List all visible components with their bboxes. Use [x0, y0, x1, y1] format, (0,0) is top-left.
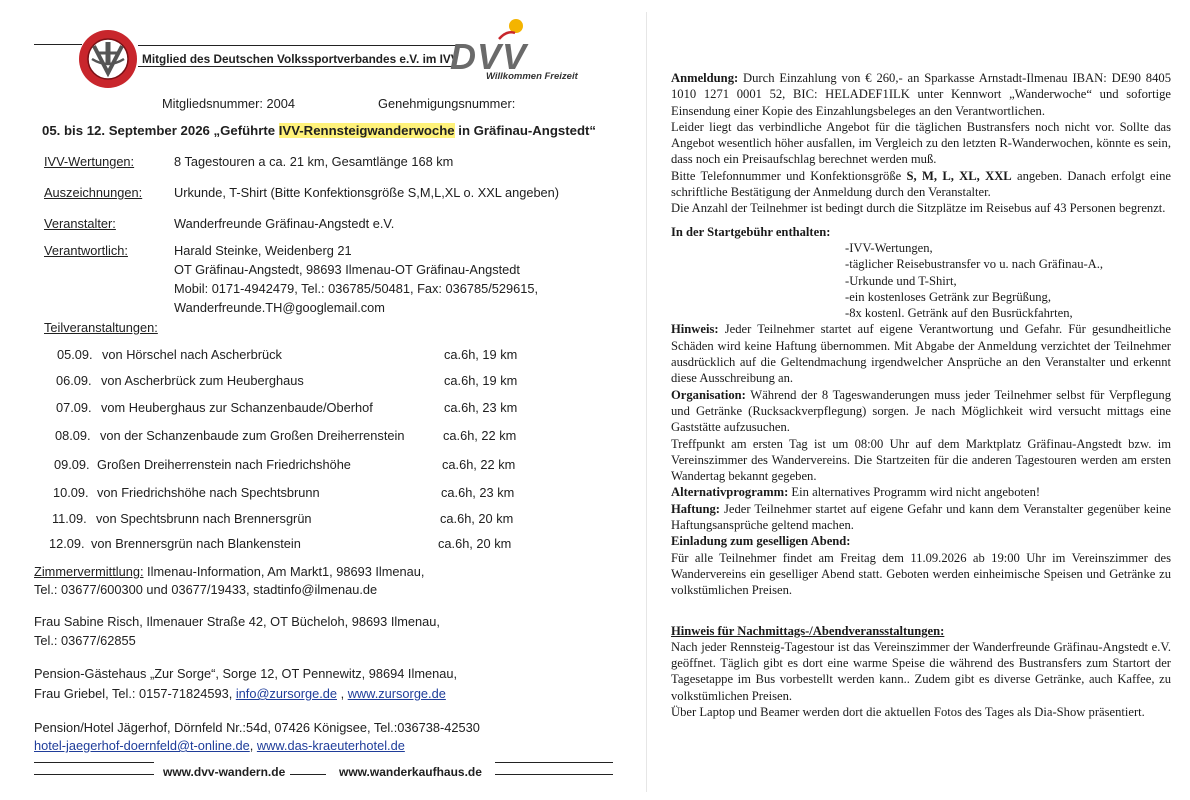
organizer-label: Veranstalter:: [44, 216, 116, 231]
stage-info: ca.6h, 19 km: [444, 373, 518, 388]
pension-separator: ,: [337, 686, 348, 701]
stage-route: Großen Dreiherrenstein nach Friedrichshöhe: [97, 457, 351, 472]
footer-link-shop[interactable]: www.wanderkaufhaus.de: [339, 765, 482, 779]
pension-web-link[interactable]: www.zursorge.de: [347, 686, 446, 701]
pension-contact: Frau Griebel, Tel.: 0157-71824593,: [34, 686, 236, 701]
pension-line-1: Pension-Gästehaus „Zur Sorge“, Sorge 12, OT Pennewitz, 98694 Ilmenau,: [34, 666, 458, 681]
organisation-paragraph: [671, 387, 1171, 436]
pension-email-link[interactable]: info@zursorge.de: [235, 686, 338, 701]
stage-date: 08.09.: [55, 428, 91, 443]
hotel-separator: ,: [249, 738, 257, 753]
column-divider: [646, 12, 647, 792]
stage-route: vom Heuberghaus zur Schanzenbaude/Oberhof: [101, 400, 373, 415]
responsible-line: Harald Steinke, Weidenberg 21: [174, 243, 352, 258]
footer-rule: [495, 774, 613, 775]
hinweis-paragraph: [671, 321, 1171, 386]
permit-number: Genehmigungsnummer:: [378, 96, 516, 111]
fee-item: -ein kostenloses Getränk zur Begrüßung,: [845, 289, 1051, 304]
stage-info: ca.6h, 23 km: [441, 485, 515, 500]
size-paragraph: [671, 168, 1171, 201]
stage-date: 09.09.: [54, 457, 90, 472]
rooms-label: Zimmervermittlung:: [34, 564, 144, 579]
member-number: Mitgliedsnummer: 2004: [162, 96, 296, 111]
stage-route: von Ascherbrück zum Heuberghaus: [101, 373, 304, 388]
hotel-line-1: Pension/Hotel Jägerhof, Dörnfeld Nr.:54d, 07426 Königsee, Tel.:036738-42530: [34, 720, 480, 735]
afternoon-paragraph: Nach jeder Rennsteig-Tagestour ist das Vereinszimmer der Wanderfreunde Gräfinau-Angstedt e.V. geöffnet. Täglich gibt es dort eine warme Speise die während des Bustransfers zum Startort der Tagesetappe im Bus vorbestellt werden kann.. Zudem gibt es diverse Getränke, auch Kaffee, zu volkstümlichen Preisen.: [671, 639, 1171, 703]
stage-date: 10.09.: [53, 485, 89, 500]
haftung-label: Haftung:: [671, 501, 720, 516]
header-rule-top: [138, 45, 456, 46]
bus-paragraph: Leider liegt das verbindliche Angebot für die täglichen Bustransfers noch nicht vor. Sollte das Angebot wesentlich höher ausfallen, im Vergleich zu den letzten R-Wanderwochen, könnte es sein, dass noch ein Preisaufschlag berechnet werden muß.: [671, 119, 1171, 167]
fee-item: -IVV-Wertungen,: [845, 240, 933, 255]
responsible-line: OT Gräfinau-Angstedt, 98693 Ilmenau-OT Gräfinau-Angstedt: [174, 262, 520, 277]
haftung-paragraph: [671, 501, 1171, 534]
ivv-logo-icon: [78, 29, 138, 89]
stage-info: ca.6h, 22 km: [442, 457, 516, 472]
size-prefix: Bitte Telefonnummer und Konfektionsgröße: [671, 168, 907, 183]
fee-item: -Urkunde und T-Shirt,: [845, 273, 957, 288]
alternative-text: Ein alternatives Programm wird nicht angeboten!: [788, 485, 1041, 500]
stage-info: ca.6h, 23 km: [444, 400, 518, 415]
risch-line-1: Frau Sabine Risch, Ilmenauer Straße 42, OT Bücheloh, 98693 Ilmenau,: [34, 614, 440, 629]
evening-label: Einladung zum geselligen Abend:: [671, 534, 851, 549]
dvv-logo-text: DVV: [450, 36, 528, 77]
footer-rule: [290, 774, 326, 775]
stage-date: 07.09.: [56, 400, 92, 415]
stage-route: von Spechtsbrunn nach Brennersgrün: [96, 511, 312, 526]
member-line: Mitglied des Deutschen Volkssportverbandes e.V. im IVV: [142, 52, 459, 66]
rooms-line-2: Tel.: 03677/600300 und 03677/19433, stadtinfo@ilmenau.de: [34, 582, 378, 597]
rooms-line-1: [34, 564, 424, 579]
stage-route: von Brennersgrün nach Blankenstein: [91, 536, 301, 551]
fee-item: -täglicher Reisebustransfer vo u. nach Gräfinau-A.,: [845, 257, 1104, 272]
afternoon-label: Hinweis für Nachmittags-/Abendveransstaltungen:: [671, 623, 945, 638]
risch-line-2: Tel.: 03677/62855: [34, 633, 136, 648]
ivv-value: 8 Tagestouren a ca. 21 km, Gesamtlänge 168 km: [174, 154, 454, 169]
awards-value: Urkunde, T-Shirt (Bitte Konfektionsgröße S,M,L,XL o. XXL angeben): [174, 185, 560, 200]
alternative-label: Alternativprogramm:: [671, 485, 789, 500]
right-column: [655, 0, 1190, 800]
fee-item: -8x kostenl. Getränk auf den Busrückfahrten,: [845, 306, 1073, 321]
stage-date: 06.09.: [56, 373, 92, 388]
title-prefix: 05. bis 12. September 2026 „Geführte: [42, 123, 279, 138]
title-suffix: in Gräfinau-Angstedt“: [454, 123, 597, 138]
event-title: [42, 123, 596, 138]
meeting-paragraph: Treffpunkt am ersten Tag ist um 08:00 Uhr auf dem Marktplatz Gräfinau-Angstedt bzw. im Vereinszimmer des Wandervereins. Die Startzeiten für die anderen Tagestouren werden am ersten Wandertag bekannt gegeben.: [671, 436, 1171, 484]
title-highlight: IVV-Rennsteigwanderwoche: [278, 123, 455, 138]
laptop-paragraph: Über Laptop und Beamer werden dort die aktuellen Fotos des Tages als Dia-Show präsentiert.: [671, 704, 1145, 719]
footer-rule: [495, 762, 613, 763]
stage-date: 05.09.: [57, 347, 93, 362]
rooms-line1-rest: Ilmenau-Information, Am Markt1, 98693 Ilmenau,: [143, 564, 425, 579]
hotel-email-link[interactable]: hotel-jaegerhof-doernfeld@t-online.de: [34, 738, 250, 753]
evening-paragraph: Für alle Teilnehmer findet am Freitag dem 11.09.2026 ab 19:00 Uhr im Vereinszimmer des Wandervereins ein geselliger Abend statt. Geboten werden einheimische Speisen und Getränke zu volkstümlichen Preisen.: [671, 550, 1171, 598]
organisation-text: Während der 8 Tageswanderungen muss jeder Teilnehmer selbst für Verpflegung und Getränke (Rucksackverpflegung) sorgen. Je nach Möglichkeit wird versucht mittags eine Gaststätte aufzusuchen.: [671, 387, 1171, 435]
stages-label: Teilveranstaltungen:: [44, 320, 158, 335]
stage-info: ca.6h, 22 km: [443, 428, 517, 443]
anmeldung-label: Anmeldung:: [671, 71, 739, 85]
organizer-value: Wanderfreunde Gräfinau-Angstedt e.V.: [174, 216, 395, 231]
pension-line-2: [34, 686, 446, 701]
awards-label: Auszeichnungen:: [44, 185, 143, 200]
footer-rule: [34, 762, 154, 763]
organisation-label: Organisation:: [671, 387, 746, 402]
alternative-paragraph: [671, 484, 1171, 500]
haftung-text: Jeder Teilnehmer startet auf eigene Gefahr und kann dem Veranstalter gegenüber keine Haftungsansprüche geltend machen.: [671, 501, 1171, 533]
size-suffix: angeben. Danach erfolgt eine schriftliche Bestätigung der Anmeldung durch den Veranstalter.: [671, 168, 1172, 200]
responsible-line: Mobil: 0171-4942479, Tel.: 036785/50481, Fax: 036785/529615,: [174, 281, 539, 296]
stage-route: von der Schanzenbaude zum Großen Dreiherrenstein: [100, 428, 405, 443]
footer-rule: [34, 774, 154, 775]
hinweis-label: Hinweis:: [671, 322, 719, 337]
stage-route: von Friedrichshöhe nach Spechtsbrunn: [97, 485, 320, 500]
hotel-line-2: [34, 738, 405, 753]
stage-info: ca.6h, 20 km: [438, 536, 512, 551]
stage-info: ca.6h, 19 km: [444, 347, 518, 362]
header-rule-bottom: [138, 66, 456, 67]
anmeldung-paragraph: [671, 70, 1171, 119]
header-rule-left: [34, 44, 82, 45]
hotel-web-link[interactable]: www.das-kraeuterhotel.de: [256, 738, 405, 753]
footer-link-dvv[interactable]: www.dvv-wandern.de: [163, 765, 286, 779]
seats-paragraph: Die Anzahl der Teilnehmer ist bedingt durch die Sitzplätze im Reisebus auf 43 Personen begrenzt.: [671, 201, 1166, 216]
fee-label: In der Startgebühr enthalten:: [671, 224, 831, 239]
stage-date: 12.09.: [49, 536, 85, 551]
size-bold: S, M, L, XL, XXL: [906, 168, 1012, 183]
anmeldung-text: Durch Einzahlung von € 260,- an Sparkasse Arnstadt-Ilmenau IBAN: DE90 8405 1010 1271 0001 52, BIC: HELADEF1ILK unter Kennwort „Wanderwoche“ und sofortige Einsendung einer Kopie des Einzahlungsbeleges an den Verantwortlichen.: [671, 71, 1171, 118]
stage-date: 11.09.: [52, 511, 87, 526]
stage-info: ca.6h, 20 km: [440, 511, 514, 526]
hinweis-text: Jeder Teilnehmer startet auf eigene Verantwortung und Gefahr. Für gesundheitliche Schäden wird keine Haftung übernommen. Mit Abgabe der Anmeldung verzichtet der Teilnehmer ausdrücklich auf die Geltendmachung irgendwelcher Ansprüche an den Veranstalter und erkennt diese Ausschreibung an.: [671, 322, 1171, 386]
dvv-tagline: Willkommen Freizeit: [486, 71, 578, 82]
ivv-label: IVV-Wertungen:: [44, 154, 135, 169]
stage-route: von Hörschel nach Ascherbrück: [102, 347, 282, 362]
responsible-line: Wanderfreunde.TH@googlemail.com: [174, 300, 385, 315]
responsible-label: Verantwortlich:: [44, 243, 128, 258]
right-text-block: [671, 70, 1171, 720]
